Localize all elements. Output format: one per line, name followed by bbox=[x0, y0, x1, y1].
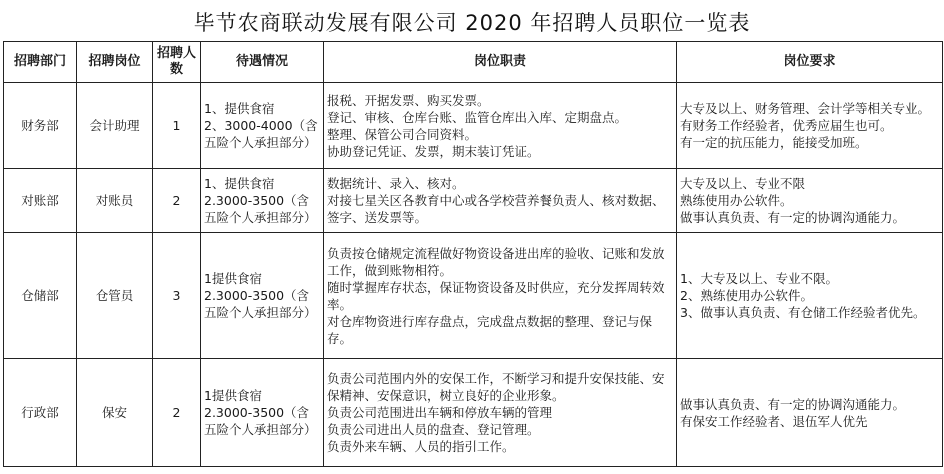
requirement-line: 有保安工作经验者、退伍军人优先 bbox=[680, 413, 868, 429]
table-header-row bbox=[4, 42, 943, 83]
cell-duties bbox=[324, 233, 677, 359]
cell-count: 2 bbox=[153, 169, 201, 233]
cell-count: 2 bbox=[153, 359, 201, 467]
duty-line: 整理、保管公司合同资料。 bbox=[327, 126, 478, 142]
cell-department: 行政部 bbox=[4, 359, 77, 467]
table-row bbox=[4, 169, 943, 233]
cell-department: 财务部 bbox=[4, 83, 77, 169]
requirement-line: 1、大专及以上、专业不限。 bbox=[680, 271, 838, 286]
duty-line: 负责公司范围进出车辆和停放车辆的管理 bbox=[327, 405, 553, 420]
requirement-line: 大专及以上、专业不限 bbox=[680, 176, 806, 191]
benefit-line: 1、提供食宿 bbox=[204, 101, 275, 116]
benefit-line: 2、3000-4000（含五险个人承担部分） bbox=[204, 118, 318, 150]
header-benefits: 待遇情况 bbox=[201, 42, 324, 83]
benefit-line: 1、提供食宿 bbox=[204, 176, 275, 191]
duty-line: 负责公司范围内外的安保工作，不断学习和提升安保技能、安保精神、安保意识，树立良好的企业形象。 bbox=[327, 371, 665, 403]
cell-benefits bbox=[201, 169, 324, 233]
duty-line: 负责公司进出人员的盘查、登记管理。 bbox=[327, 422, 540, 437]
cell-requirements bbox=[677, 359, 943, 467]
benefit-line: 2.3000-3500（含五险个人承担部分） bbox=[204, 405, 317, 437]
header-department: 招聘部门 bbox=[4, 42, 77, 83]
duty-line: 对接七星关区各教育中心或各学校营养餐负责人、核对数据、签字、送发票等。 bbox=[327, 193, 665, 225]
benefit-line: 1提供食宿 bbox=[204, 388, 262, 403]
header-position: 招聘岗位 bbox=[77, 42, 153, 83]
document-title: 毕节农商联动发展有限公司 2020 年招聘人员职位一览表 bbox=[193, 11, 751, 35]
duty-line: 随时掌握库存状态，保证物资设备及时供应，充分发挥周转效率。 bbox=[327, 279, 665, 312]
cell-requirements bbox=[677, 83, 943, 169]
requirement-line: 有一定的抗压能力，能接受加班。 bbox=[680, 135, 868, 150]
requirement-line: 2、熟练使用办公软件。 bbox=[680, 288, 813, 303]
header-duties: 岗位职责 bbox=[324, 42, 677, 83]
cell-benefits bbox=[201, 83, 324, 169]
duty-line: 数据统计、录入、核对。 bbox=[327, 176, 465, 191]
table-row bbox=[4, 359, 943, 467]
cell-duties bbox=[324, 83, 677, 169]
requirement-line: 3、做事认真负责、有仓储工作经验者优先。 bbox=[680, 305, 926, 320]
requirement-line: 大专及以上、财务管理、会计学等相关专业。 bbox=[680, 101, 931, 116]
cell-department: 仓储部 bbox=[4, 233, 77, 359]
benefit-line: 1提供食宿 bbox=[204, 271, 262, 286]
cell-benefits bbox=[201, 359, 324, 467]
table-row bbox=[4, 83, 943, 169]
cell-department: 对账部 bbox=[4, 169, 77, 233]
cell-duties bbox=[324, 359, 677, 467]
table-row bbox=[4, 233, 943, 359]
duty-line: 负责按仓储规定流程做好物资设备进出库的验收、记账和发放工作，做到账物相符。 bbox=[327, 245, 665, 278]
cell-duties bbox=[324, 169, 677, 233]
duty-line: 协助登记凭证、发票，期末装订凭证。 bbox=[327, 143, 540, 159]
duty-line: 登记、审核、仓库台账、监管仓库出入库、定期盘点。 bbox=[327, 109, 628, 125]
duty-line: 对仓库物资进行库存盘点，完成盘点数据的整理、登记与保存。 bbox=[327, 313, 653, 346]
benefit-line: 2.3000-3500（含五险个人承担部分） bbox=[204, 193, 317, 225]
benefit-line: 2.3000-3500（含五险个人承担部分） bbox=[204, 288, 317, 320]
cell-benefits bbox=[201, 233, 324, 359]
header-count: 招聘人数 bbox=[153, 42, 201, 83]
cell-position: 仓管员 bbox=[77, 233, 153, 359]
cell-position: 会计助理 bbox=[77, 83, 153, 169]
requirement-line: 有财务工作经验者，优秀应届生也可。 bbox=[680, 118, 893, 133]
cell-requirements bbox=[677, 233, 943, 359]
header-requirements: 岗位要求 bbox=[677, 42, 943, 83]
cell-position: 对账员 bbox=[77, 169, 153, 233]
requirement-line: 熟练使用办公软件。 bbox=[680, 193, 793, 208]
duty-line: 负责外来车辆、人员的指引工作。 bbox=[327, 439, 515, 454]
cell-count: 3 bbox=[153, 233, 201, 359]
cell-count: 1 bbox=[153, 83, 201, 169]
recruitment-table bbox=[3, 41, 943, 467]
cell-requirements bbox=[677, 169, 943, 233]
duty-line: 报税、开据发票、购买发票。 bbox=[327, 92, 490, 108]
requirement-line: 做事认真负责、有一定的协调沟通能力。 bbox=[680, 210, 906, 225]
requirement-line: 做事认真负责、有一定的协调沟通能力。 bbox=[680, 396, 906, 412]
cell-position: 保安 bbox=[77, 359, 153, 467]
